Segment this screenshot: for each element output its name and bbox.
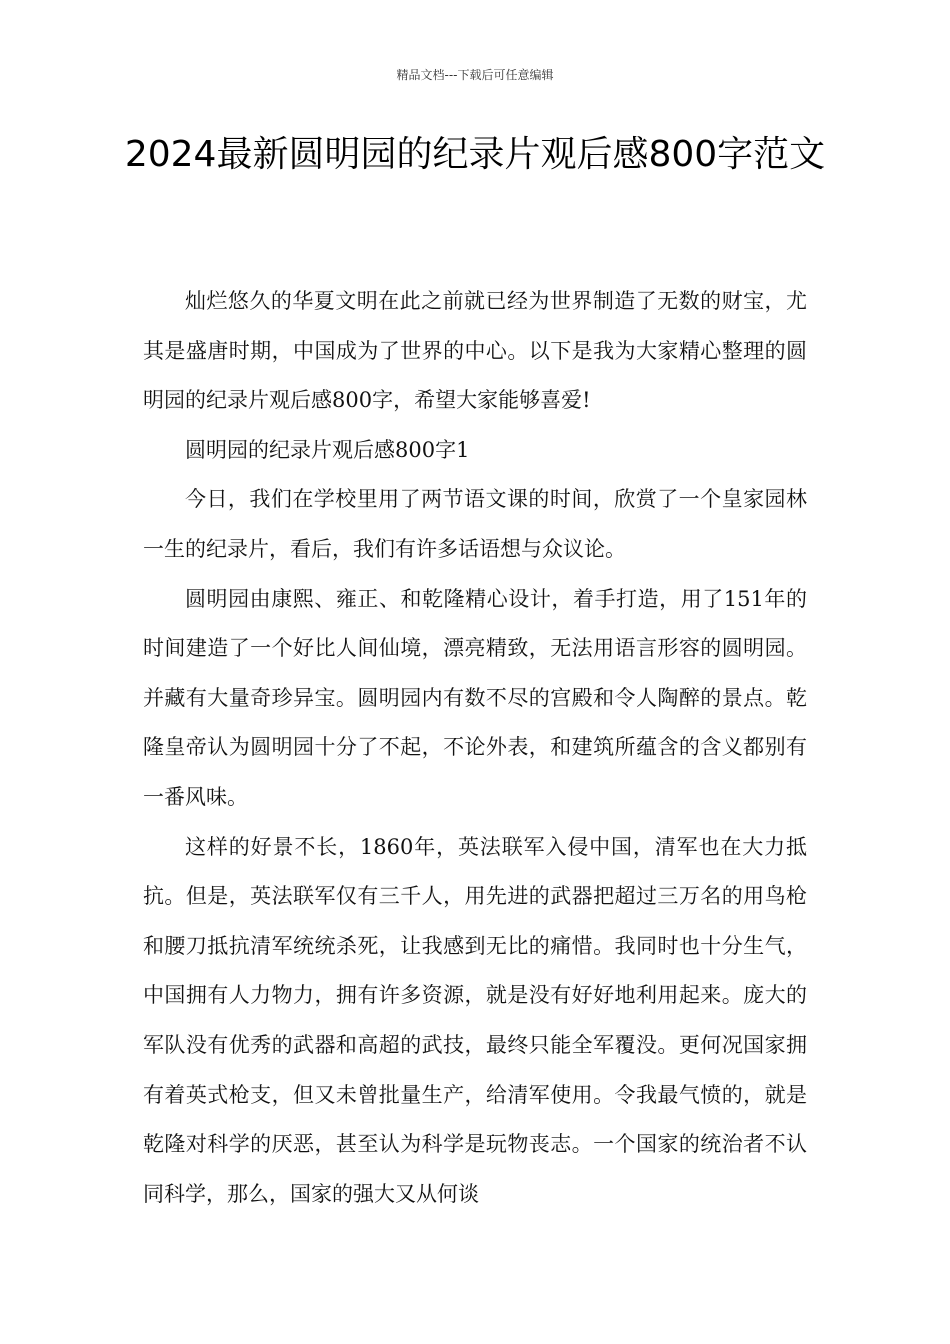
- paragraph: 这样的好景不长，1860年，英法联军入侵中国，清军也在大力抵抗。但是，英法联军仅有三千人，用先进的武器把超过三万名的用鸟枪和腰刀抵抗清军统统杀死，让我感到无比的痛惜。我同时也十分生气，中国拥有人力物力，拥有许多资源，就是没有好好地利用起来。庞大的军队没有优秀的武器和高超的武技，最终只能全军覆没。更何况国家拥有着英式枪支，但又未曾批量生产，给清军使用。令我最气愤的，就是乾隆对科学的厌恶，甚至认为科学是玩物丧志。一个国家的统治者不认同科学，那么，国家的强大又从何谈: [143, 834, 807, 1206]
- section-heading: 圆明园的纪录片观后感800字1: [185, 437, 470, 462]
- paragraph-intro: 灿烂悠久的华夏文明在此之前就已经为世界制造了无数的财宝，尤其是盛唐时期，中国成为了世界的中心。以下是我为大家精心整理的圆明园的纪录片观后感800字，希望大家能够喜爱!: [143, 289, 807, 413]
- paragraph: 圆明园由康熙、雍正、和乾隆精心设计，着手打造，用了151年的时间建造了一个好比人间仙境，漂亮精致，无法用语言形容的圆明园。并藏有大量奇珍异宝。圆明园内有数不尽的宫殿和令人陶醉的景点。乾隆皇帝认为圆明园十分了不起，不论外表，和建筑所蕴含的含义都别有一番风味。: [143, 586, 807, 809]
- document-title: 2024最新圆明园的纪录片观后感800字范文: [124, 134, 826, 175]
- header-note: 精品文档---下载后可任意编辑: [396, 68, 554, 82]
- paragraph: 今日，我们在学校里用了两节语文课的时间，欣赏了一个皇家园林一生的纪录片，看后，我们有许多话语想与众议论。: [143, 487, 807, 561]
- document-body: [143, 277, 807, 1219]
